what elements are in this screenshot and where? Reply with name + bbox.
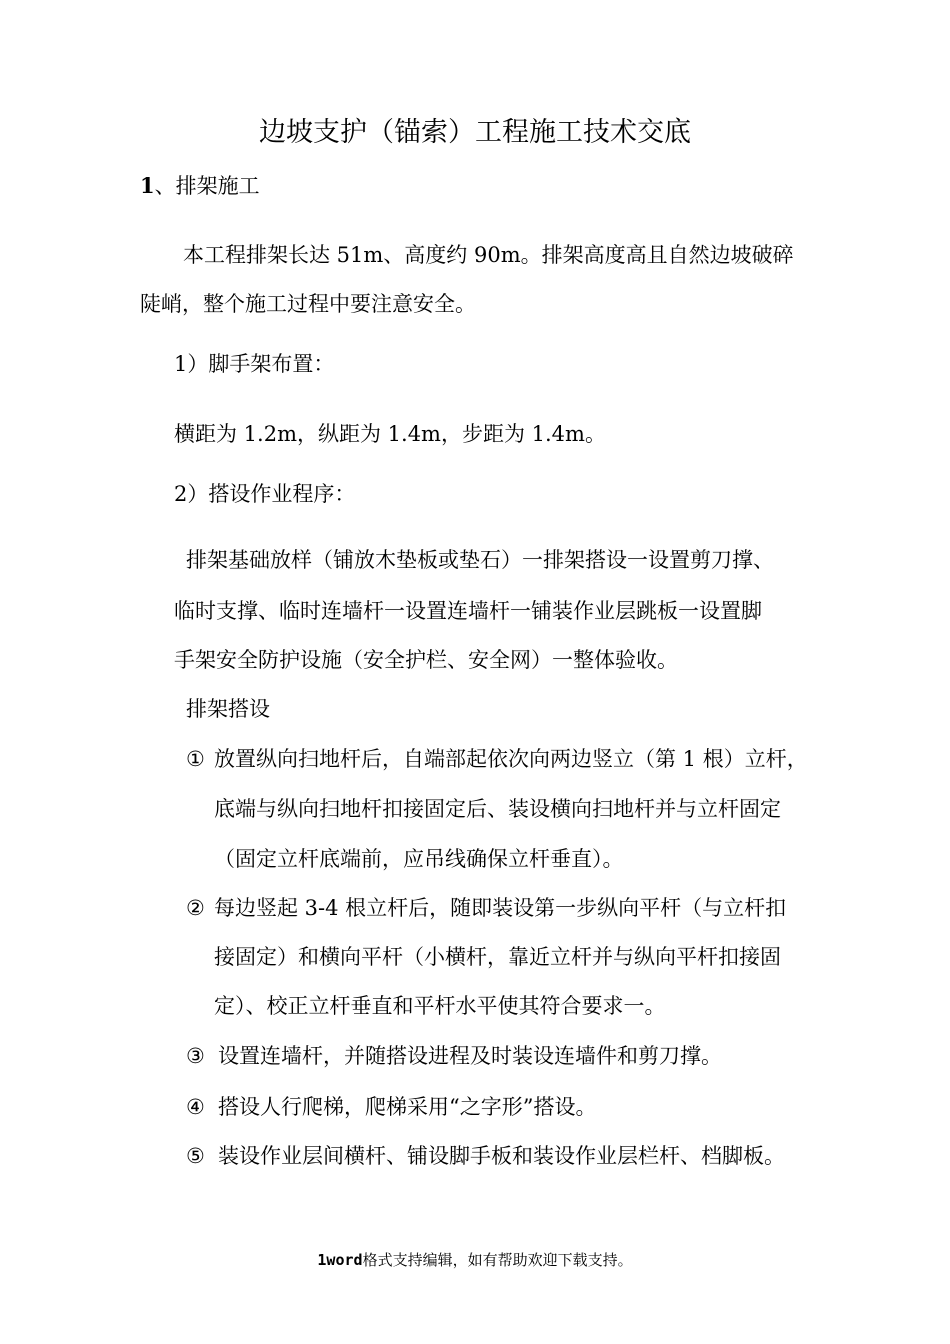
footer-prefix: 1word [317,1251,363,1269]
list-item-line: 搭设人行爬梯，爬梯采用“之字形”搭设。 [218,1095,597,1119]
list-item-line: 定）、校正立杆垂直和平杆水平使其符合要求一。 [214,994,666,1018]
list-item-marker: ③ [186,1044,205,1068]
list-item-line: 底端与纵向扫地杆扣接固定后、装设横向扫地杆并与立杆固定 [214,797,781,821]
subheading-procedure: 2）搭设作业程序： [174,482,356,506]
intro-line-2: 陡峭，整个施工过程中要注意安全。 [140,292,476,316]
section-heading-text: 、排架施工 [154,174,260,198]
list-item-marker: ④ [186,1095,205,1119]
footer-text: 格式支持编辑，如有帮助欢迎下载支持。 [362,1251,633,1269]
procedure-line: 临时支撑、临时连墙杆一设置连墙杆一铺装作业层跳板一设置脚 [174,599,762,623]
list-item-line: 每边竖起 3-4 根立杆后，随即装设第一步纵向平杆（与立杆扣 [214,896,787,920]
list-item-line: （固定立杆底端前，应吊线确保立杆垂直）。 [214,847,624,871]
list-item-line: 装设作业层间横杆、铺设脚手板和装设作业层栏杆、档脚板。 [218,1144,785,1168]
subheading-scaffold-layout: 1）脚手架布置： [174,352,335,376]
section-heading [140,172,260,200]
procedure-line: 手架安全防护设施（安全护栏、安全网）一整体验收。 [174,648,678,672]
erect-heading: 排架搭设 [186,697,270,721]
list-item-line: 接固定）和横向平杆（小横杆，靠近立杆并与纵向平杆扣接固 [214,945,781,969]
list-item-marker: ② [186,896,205,920]
list-item-marker: ① [186,747,205,771]
page-footer [0,1250,950,1270]
scaffold-spacing-text: 横距为 1.2m，纵距为 1.4m，步距为 1.4m。 [174,422,606,446]
document-title: 边坡支护（锚索）工程施工技术交底 [259,117,691,148]
intro-line-1: 本工程排架长达 51m、高度约 90m。排架高度高且自然边坡破碎 [183,243,794,267]
list-item-marker: ⑤ [186,1144,205,1168]
list-item-line: 设置连墙杆，并随搭设进程及时装设连墙件和剪刀撑。 [218,1044,722,1068]
procedure-line: 排架基础放样（铺放木垫板或垫石）一排架搭设一设置剪刀撑、 [186,548,774,572]
list-item-line: 放置纵向扫地杆后，自端部起依次向两边竖立（第 1 根）立杆， [214,747,808,771]
section-number: 1 [140,173,155,198]
